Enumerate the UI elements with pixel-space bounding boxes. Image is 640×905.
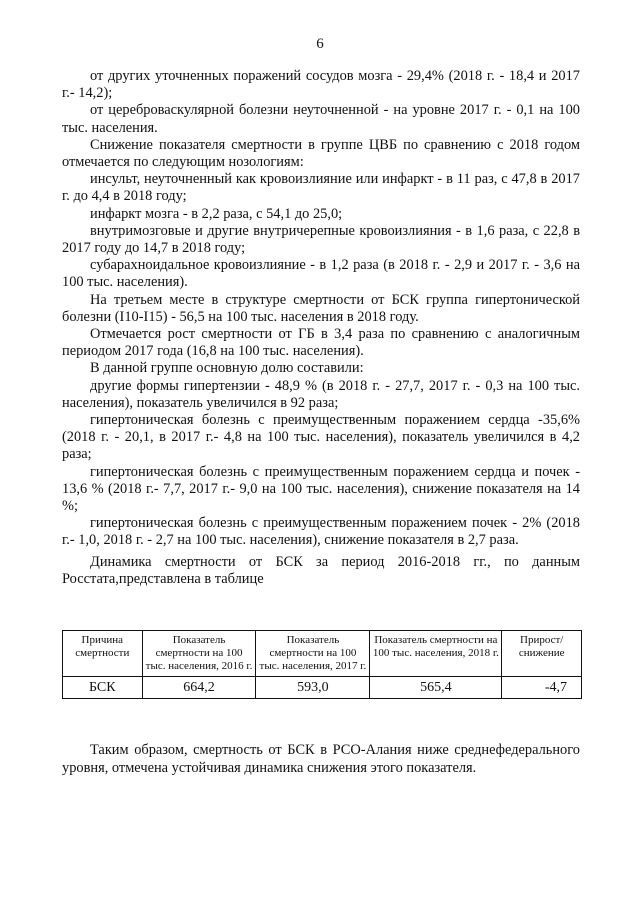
table-row [63, 677, 582, 699]
mortality-table [62, 630, 582, 699]
conclusion-text [62, 742, 580, 777]
paragraph: Таким образом, смертность от БСК в РСО-Алания ниже среднефедерального уровня, отмечена устойчивая динамика снижения этого показателя. [62, 742, 580, 776]
table-header-cell: Причина смертности [63, 631, 143, 677]
body-text [62, 68, 580, 588]
paragraph: Динамика смертности от БСК за период 2016-2018 гг., по данным Росстата,представлена в таблице [62, 553, 580, 587]
paragraph: инсульт, неуточненный как кровоизлияние или инфаркт - в 11 раз, с 47,8 в 2017 г. до 4,4 в 2018 году; [62, 171, 580, 205]
paragraph: инфаркт мозга - в 2,2 раза, с 54,1 до 25,0; [90, 205, 343, 222]
table-cell: 565,4 [370, 677, 502, 699]
paragraph: гипертоническая болезнь с преимущественным поражением сердца и почек - 13,6 % (2018 г.- 7,7, 2017 г.- 9,0 на 100 тыс. населения), снижение показателя на 14 %; [62, 463, 580, 515]
paragraph: гипертоническая болезнь с преимущественным поражением сердца -35,6% (2018 г. - 20,1, в 2017 г.- 4,8 на 100 тыс. населения), показатель увеличился в 4,2 раза; [62, 412, 580, 463]
table-header-row [63, 631, 582, 677]
table-cell: 593,0 [256, 677, 370, 699]
paragraph: субарахноидальное кровоизлияние - в 1,2 раза (в 2018 г. - 2,9 и 2017 г. - 3,6 на 100 тыс. населения). [62, 257, 580, 291]
page-number: 6 [316, 36, 324, 52]
table-header-cell: Показатель смертности на 100 тыс. населения, 2016 г. [142, 631, 256, 677]
paragraph: Снижение показателя смертности в группе ЦВБ по сравнению с 2018 годом отмечается по следующим нозологиям: [62, 136, 580, 171]
paragraph: внутримозговые и другие внутричерепные кровоизлияния - в 1,6 раза, с 22,8 в 2017 году до 14,7 в 2018 году; [62, 222, 580, 257]
table-cell: -4,7 [502, 677, 582, 699]
table-header-cell: Показатель смертности на 100 тыс. населения, 2017 г. [256, 631, 370, 677]
paragraph: другие формы гипертензии - 48,9 % (в 2018 г. - 27,7, 2017 г. - 0,3 на 100 тыс. населения), показатель увеличился в 92 раза; [62, 377, 580, 411]
table-header-cell: Прирост/ снижение [502, 631, 582, 677]
table-cell: 664,2 [142, 677, 256, 699]
paragraph: В данной группе основную долю составили: [90, 360, 364, 377]
paragraph: от других уточненных поражений сосудов мозга - 29,4% (2018 г. - 18,4 и 2017 г.- 14,2); [62, 68, 580, 102]
paragraph: гипертоническая болезнь с преимущественным поражением почек - 2% (2018 г.- 1,0, 2018 г. - 2,7 на 100 тыс. населения), снижение показателя в 2,7 раза. [62, 515, 580, 549]
paragraph: от цереброваскулярной болезни неуточненной - на уровне 2017 г. - 0,1 на 100 тыс. населения. [62, 102, 580, 136]
paragraph: На третьем месте в структуре смертности от БСК группа гипертонической болезни (I10-I15) - 56,5 на 100 тыс. населения в 2018 году. [62, 291, 580, 325]
table-cell: БСК [63, 677, 143, 699]
table-header-cell: Показатель смертности на 100 тыс. населения, 2018 г. [370, 631, 502, 677]
paragraph: Отмечается рост смертности от ГБ в 3,4 раза по сравнению с аналогичным периодом 2017 года (16,8 на 100 тыс. населения). [62, 326, 580, 360]
